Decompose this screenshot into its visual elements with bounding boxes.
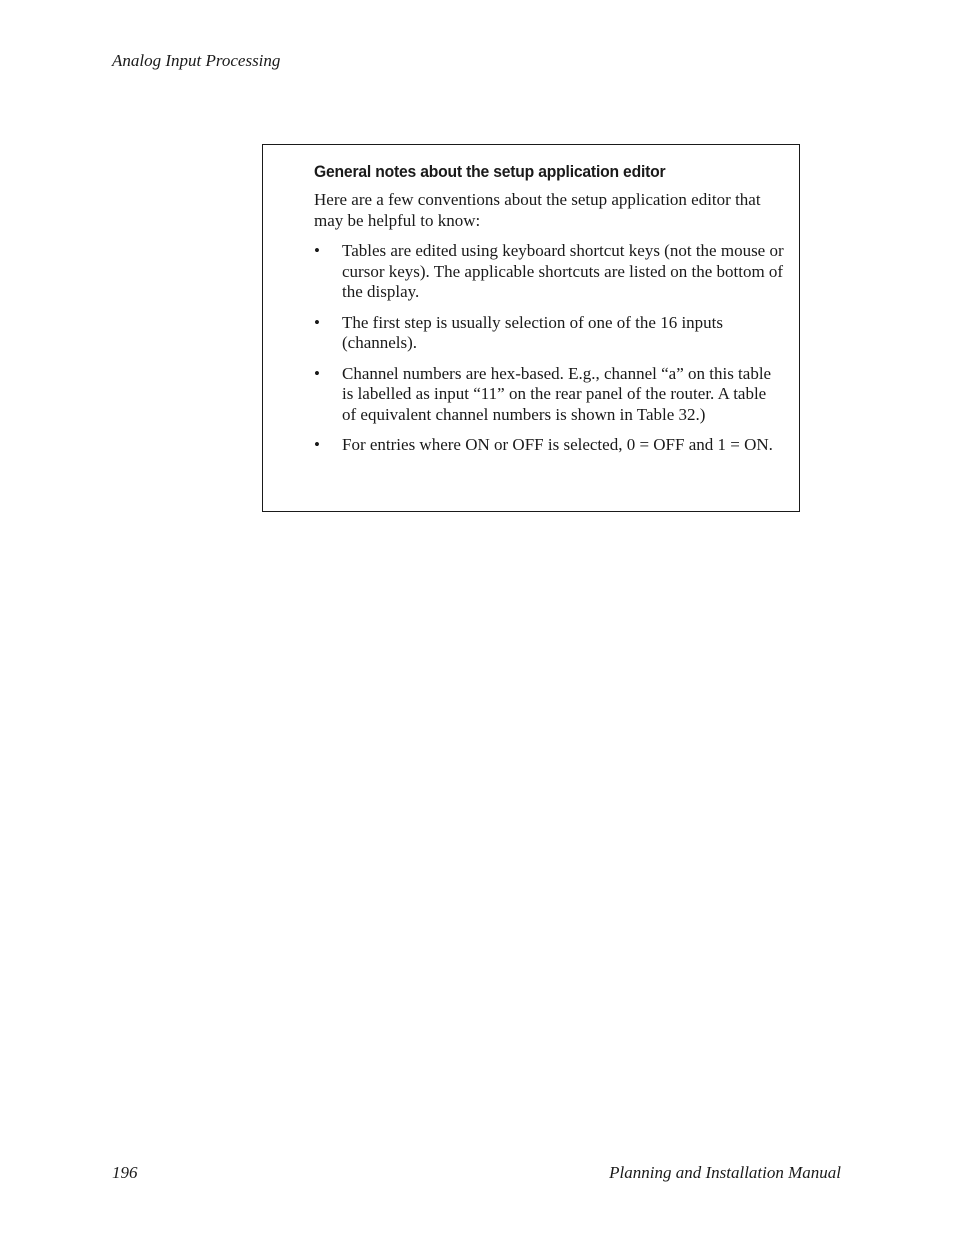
manual-title: Planning and Installation Manual <box>609 1163 841 1182</box>
running-header: Analog Input Processing <box>112 51 281 70</box>
list-item-text: For entries where ON or OFF is selected, 0 = OFF and 1 = ON. <box>342 435 773 454</box>
list-item <box>314 364 784 426</box>
list-item <box>314 241 784 303</box>
bullet-icon: • <box>314 363 320 383</box>
list-item-text: Tables are edited using keyboard shortcut keys (not the mouse or cursor keys). The applicable shortcuts are listed on the bottom of the display. <box>342 241 784 301</box>
list-item-text: Channel numbers are hex-based. E.g., channel “a” on this table is labelled as input “11” on the rear panel of the router. A table of equivalent channel numbers is shown in Table 32.) <box>342 363 772 424</box>
notes-box <box>262 144 800 512</box>
notes-list <box>314 241 784 466</box>
list-item <box>314 435 784 456</box>
bullet-icon: • <box>314 312 320 332</box>
bullet-icon: • <box>314 435 320 454</box>
notes-intro: Here are a few conventions about the setup application editor that may be helpful to know: <box>314 190 761 230</box>
bullet-icon: • <box>314 241 320 260</box>
page-number: 196 <box>112 1163 138 1182</box>
list-item <box>314 313 784 354</box>
notes-title: General notes about the setup application editor <box>314 163 666 181</box>
list-item-text: The first step is usually selection of one of the 16 inputs (channels). <box>342 312 724 352</box>
